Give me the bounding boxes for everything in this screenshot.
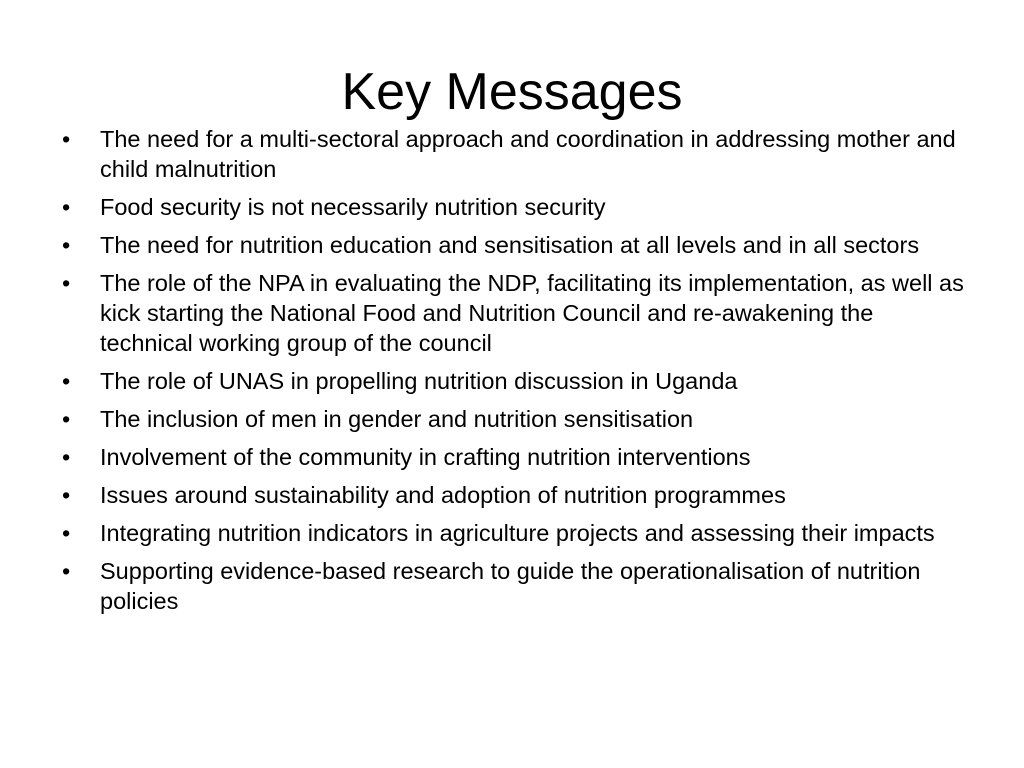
list-item-text: The need for nutrition education and sensitisation at all levels and in all sectors	[100, 232, 920, 258]
list-item-text: Food security is not necessarily nutrition security	[100, 194, 606, 220]
list-item	[62, 124, 967, 184]
bullet-icon: •	[62, 482, 71, 508]
list-item-text: Integrating nutrition indicators in agriculture projects and assessing their impacts	[100, 520, 935, 546]
list-item	[62, 366, 967, 396]
slide-title: Key Messages	[341, 63, 683, 121]
list-item-text: The role of the NPA in evaluating the NDP, facilitating its implementation, as well as kick starting the National Food and Nutrition Council and re-awakening the technical working group of the council	[100, 270, 964, 356]
bullet-icon: •	[62, 126, 71, 152]
list-item	[62, 518, 967, 548]
bullet-icon: •	[62, 558, 71, 584]
list-item	[62, 404, 967, 434]
list-item	[62, 230, 967, 260]
key-messages-list	[62, 124, 967, 624]
bullet-icon: •	[62, 520, 71, 546]
bullet-icon: •	[62, 194, 71, 220]
list-item-text: Supporting evidence-based research to guide the operationalisation of nutrition policies	[100, 558, 921, 614]
bullet-icon: •	[62, 444, 71, 470]
list-item	[62, 480, 967, 510]
list-item-text: The role of UNAS in propelling nutrition discussion in Uganda	[100, 368, 738, 394]
list-item-text: Issues around sustainability and adoption of nutrition programmes	[100, 482, 786, 508]
list-item	[62, 268, 967, 358]
bullet-icon: •	[62, 406, 71, 432]
bullet-icon: •	[62, 368, 71, 394]
list-item	[62, 442, 967, 472]
bullet-icon: •	[62, 270, 71, 296]
list-item	[62, 192, 967, 222]
bullet-icon: •	[62, 232, 71, 258]
list-item-text: Involvement of the community in crafting nutrition interventions	[100, 444, 751, 470]
list-item-text: The need for a multi-sectoral approach and coordination in addressing mother and child malnutrition	[100, 126, 956, 182]
list-item-text: The inclusion of men in gender and nutrition sensitisation	[100, 406, 694, 432]
list-item	[62, 556, 967, 616]
